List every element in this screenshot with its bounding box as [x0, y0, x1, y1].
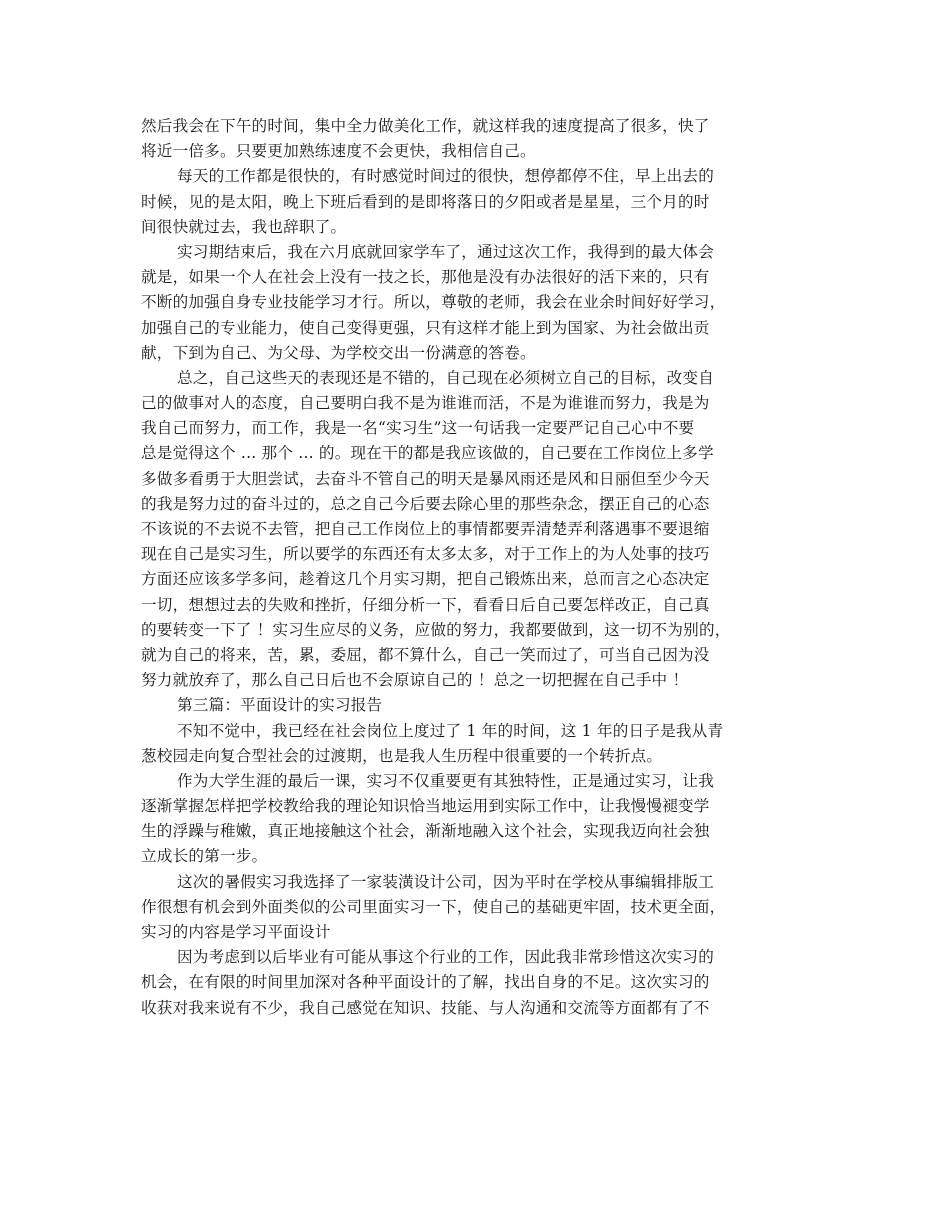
text-line: 实习期结束后，我在六月底就回家学车了，通过这次工作，我得到的最大体会 — [177, 242, 714, 261]
text-line: 总是觉得这个 ... 那个 ... 的。现在干的都是我应该做的，自己要在工作岗位上多学 — [141, 444, 714, 463]
text-line: 现在自己是实习生，所以要学的东西还有太多太多，对于工作上的为人处事的技巧 — [141, 545, 710, 564]
text-line: 就是，如果一个人在社会上没有一技之长，那他是没有办法很好的活下来的，只有 — [141, 268, 710, 287]
text-line: 我自己而努力，而工作，我是一名“实习生”这一句话我一定要严记自己心中不要 — [141, 419, 695, 438]
text-line: 多做多看勇于大胆尝试，去奋斗不管自己的明天是暴风雨还是风和日丽但至少今天 — [141, 469, 710, 488]
text-line: 的要转变一下了 ！实习生应尽的义务，应做的努力，我都要做到，这一切不为别的， — [141, 620, 731, 639]
text-line: 收获对我来说有不少，我自己感觉在知识、技能、与人沟通和交流等方面都有了不 — [141, 998, 710, 1017]
text-line: 不断的加强自身专业技能学习才行。所以，尊敬的老师，我会在业余时间好好学习， — [141, 293, 726, 312]
text-line: 然后我会在下午的时间，集中全力做美化工作，就这样我的速度提高了很多，快了 — [141, 117, 710, 135]
text-line: 立成长的第一步。 — [141, 847, 268, 866]
text-line: 实习的内容是学习平面设计 — [141, 923, 331, 941]
text-line: 努力就放弃了，那么自己日后也不会原谅自己的 ！总之一切把握在自己手中 ！ — [141, 671, 689, 690]
text-line: 献，下到为自己、为父母、为学校交出一份满意的答卷。 — [141, 343, 536, 362]
text-line: 总之，自己这些天的表现还是不错的，自己现在必须树立自己的目标，改变自 — [177, 368, 714, 387]
text-line: 第三篇：平面设计的实习报告 — [177, 696, 383, 715]
text-line: 不该说的不去说不去管，把自己工作岗位上的事情都要弄清楚弄利落遇事不要退缩 — [141, 520, 710, 538]
text-line: 机会，在有限的时间里加深对各种平面设计的了解，找出自身的不足。这次实习的 — [141, 973, 710, 992]
text-line: 逐渐掌握怎样把学校教给我的理论知识恰当地运用到实际工作中，让我慢慢褪变学 — [141, 797, 710, 816]
text-line: 一切，想想过去的失败和挫折，仔细分析一下，看看日后自己要怎样改正，自己真 — [141, 595, 710, 614]
body-text — [141, 114, 791, 1021]
text-line: 己的做事对人的态度，自己要明白我不是为谁谁而活，不是为谁谁而努力，我是为 — [141, 394, 710, 413]
text-line: 这次的暑假实习我选择了一家装潢设计公司，因为平时在学校从事编辑排版工 — [177, 872, 714, 891]
text-line: 因为考虑到以后毕业有可能从事这个行业的工作，因此我非常珍惜这次实习的 — [177, 948, 714, 967]
text-line: 加强自己的专业能力，使自己变得更强，只有这样才能上到为国家、为社会做出贡 — [141, 318, 710, 337]
text-line: 时候，见的是太阳，晚上下班后看到的是即将落日的夕阳或者是星星，三个月的时 — [141, 192, 710, 211]
text-line: 间很快就过去，我也辞职了。 — [141, 217, 347, 236]
text-line: 就为自己的将来，苦，累，委屈，都不算什么，自己一笑而过了，可当自己因为没 — [141, 645, 710, 664]
text-line: 不知不觉中，我已经在社会岗位上度过了 1 年的时间，这 1 年的日子是我从青 — [177, 721, 724, 740]
text-line: 作为大学生涯的最后一课，实习不仅重要更有其独特性，正是通过实习，让我 — [177, 771, 714, 790]
text-line: 将近一倍多。只要更加熟练速度不会更快，我相信自己。 — [141, 142, 536, 161]
text-line: 葱校园走向复合型社会的过渡期，也是我人生历程中很重要的一个转折点。 — [141, 746, 663, 765]
text-line: 作很想有机会到外面类似的公司里面实习一下，使自己的基础更牢固，技术更全面， — [141, 897, 726, 916]
text-line: 的我是努力过的奋斗过的，总之自己今后要去除心里的那些杂念，摆正自己的心态 — [141, 494, 710, 513]
text-line: 每天的工作都是很快的，有时感觉时间过的很快，想停都停不住，早上出去的 — [177, 167, 714, 186]
text-line: 方面还应该多学多问，趁着这几个月实习期，把自己锻炼出来，总而言之心态决定 — [141, 570, 710, 589]
text-line: 生的浮躁与稚嫩，真正地接触这个社会，渐渐地融入这个社会，实现我迈向社会独 — [141, 822, 710, 841]
